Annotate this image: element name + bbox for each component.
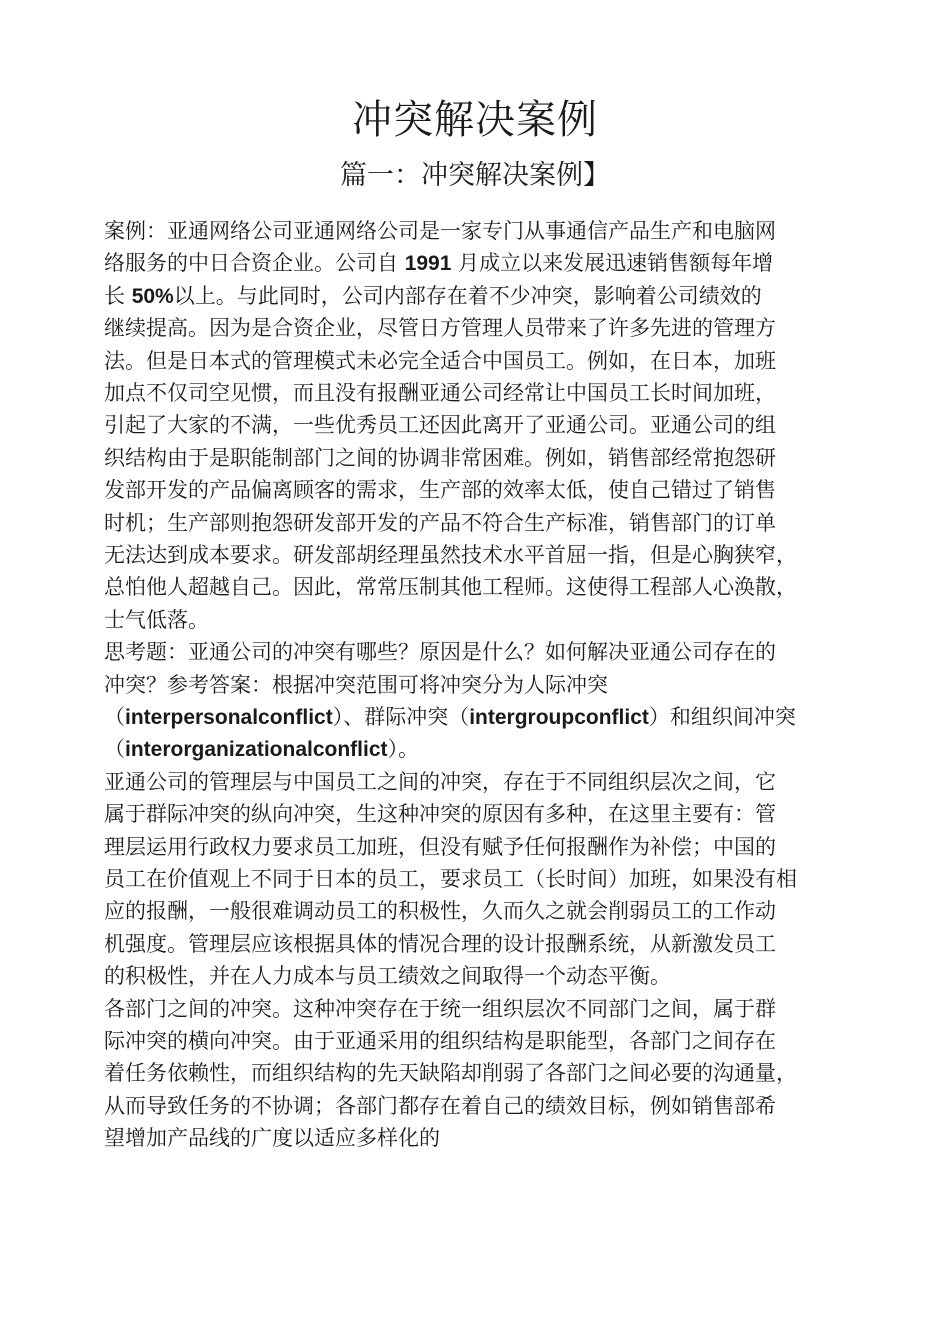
- text-run: 士气低落。: [104, 607, 209, 632]
- text-line: [104, 1090, 864, 1123]
- text-run: 理层运用行政权力要求员工加班，但没有赋予任何报酬作为补偿；中国的: [104, 834, 776, 859]
- text-run: 际冲突的横向冲突。由于亚通采用的组织结构是职能型，各部门之间存在: [104, 1029, 776, 1053]
- text-run: 机强度。管理层应该根据具体的情况合理的设计报酬系统，从新激发员工: [104, 931, 776, 956]
- text-line: [104, 539, 864, 572]
- text-line: [104, 571, 864, 604]
- text-latin-run: interorganizationalconflict: [125, 738, 388, 762]
- text-line: [104, 442, 864, 475]
- text-run: 加点不仅司空见惯，而且没有报酬亚通公司经常让中国员工长时间加班，: [104, 381, 776, 405]
- text-line: [104, 766, 864, 799]
- text-line: [104, 733, 864, 766]
- text-line: [104, 701, 864, 734]
- text-line: [104, 247, 864, 280]
- text-run: 时机；生产部则抱怨研发部开发的产品不符合生产标准，销售部门的订单: [104, 510, 776, 535]
- text-run: 思考题：亚通公司的冲突有哪些？原因是什么？如何解决亚通公司存在的: [104, 640, 776, 665]
- text-line: [104, 993, 864, 1026]
- text-run: ）和组织间冲突: [648, 705, 796, 729]
- text-line: [104, 215, 864, 248]
- text-run: 从而导致任务的不协调；各部门都存在着自己的绩效目标，例如销售部希: [104, 1093, 776, 1118]
- text-line: [104, 345, 864, 378]
- text-run: 总怕他人超越自己。因此，常常压制其他工程师。这使得工程部人心涣散，: [104, 575, 797, 600]
- text-run: 法。但是日本式的管理模式未必完全适合中国员工。例如，在日本，加班: [104, 348, 776, 373]
- text-latin-run: interpersonalconflict: [125, 706, 333, 729]
- text-latin-run: 50%: [131, 284, 174, 308]
- text-line: [104, 280, 864, 313]
- text-run: 各部门之间的冲突。这种冲突存在于统一组织层次不同部门之间，属于群: [104, 996, 776, 1021]
- text-line: [104, 863, 864, 896]
- text-run: 属于群际冲突的纵向冲突，生这种冲突的原因有多种，在这里主要有：管: [104, 802, 776, 827]
- text-line: [104, 1122, 864, 1155]
- text-latin-run: 1991: [404, 252, 452, 276]
- text-run: （: [104, 705, 125, 729]
- text-run: 着任务依赖性，而组织结构的先天缺陷却削弱了各部门之间必要的沟通量，: [104, 1061, 797, 1086]
- text-line: [104, 928, 864, 961]
- text-run: 以上。与此同时，公司内部存在着不少冲突，影响着公司绩效的: [173, 283, 762, 308]
- text-line: [104, 1025, 864, 1058]
- text-line: [104, 507, 864, 540]
- text-line: [104, 798, 864, 831]
- text-line: [104, 604, 864, 637]
- text-run: 织结构由于是职能制部门之间的协调非常困难。例如，销售部经常抱怨研: [104, 445, 776, 470]
- text-line: [104, 409, 864, 442]
- text-run: 望增加产品线的广度以适应多样化的: [104, 1126, 440, 1151]
- text-line: [104, 1057, 864, 1090]
- text-line: [104, 669, 864, 702]
- text-line: [104, 377, 864, 410]
- text-line: [104, 895, 864, 928]
- text-run: 络服务的中日合资企业。公司自: [104, 251, 405, 276]
- text-line: [104, 831, 864, 864]
- text-run: 长: [104, 283, 132, 308]
- text-run: 引起了大家的不满，一些优秀员工还因此离开了亚通公司。亚通公司的组: [104, 413, 776, 438]
- document-subtitle: 篇一：冲突解决案例】: [340, 160, 610, 191]
- text-latin-run: intergroupconflict: [469, 706, 649, 729]
- text-run: （: [104, 737, 125, 762]
- text-line: [104, 636, 864, 669]
- text-run: ）、群际冲突（: [332, 705, 470, 729]
- text-run: 无法达到成本要求。研发部胡经理虽然技术水平首屈一指，但是心胸狭窄，: [104, 543, 797, 567]
- text-run: ）。: [387, 737, 420, 762]
- text-run: 月成立以来发展迅速销售额每年增: [451, 251, 774, 276]
- text-run: 发部开发的产品偏离顾客的需求，生产部的效率太低，使自己错过了销售: [104, 478, 776, 503]
- text-run: 亚通公司的管理层与中国员工之间的冲突，存在于不同组织层次之间，它: [104, 769, 776, 794]
- text-run: 案例：亚通网络公司亚通网络公司是一家专门从事通信产品生产和电脑网: [104, 219, 776, 243]
- text-run: 应的报酬，一般很难调动员工的积极性，久而久之就会削弱员工的工作动: [104, 899, 776, 924]
- document-title: 冲突解决案例: [352, 97, 598, 143]
- text-line: [104, 474, 864, 507]
- text-run: 员工在价值观上不同于日本的员工，要求员工（长时间）加班，如果没有相: [104, 867, 797, 891]
- text-line: [104, 312, 864, 345]
- text-run: 继续提高。因为是合资企业，尽管日方管理人员带来了许多先进的管理方: [104, 316, 776, 341]
- text-line: [104, 960, 864, 993]
- text-run: 冲突？参考答案：根据冲突范围可将冲突分为人际冲突: [104, 672, 608, 697]
- text-run: 的积极性，并在人力成本与员工绩效之间取得一个动态平衡。: [104, 964, 671, 989]
